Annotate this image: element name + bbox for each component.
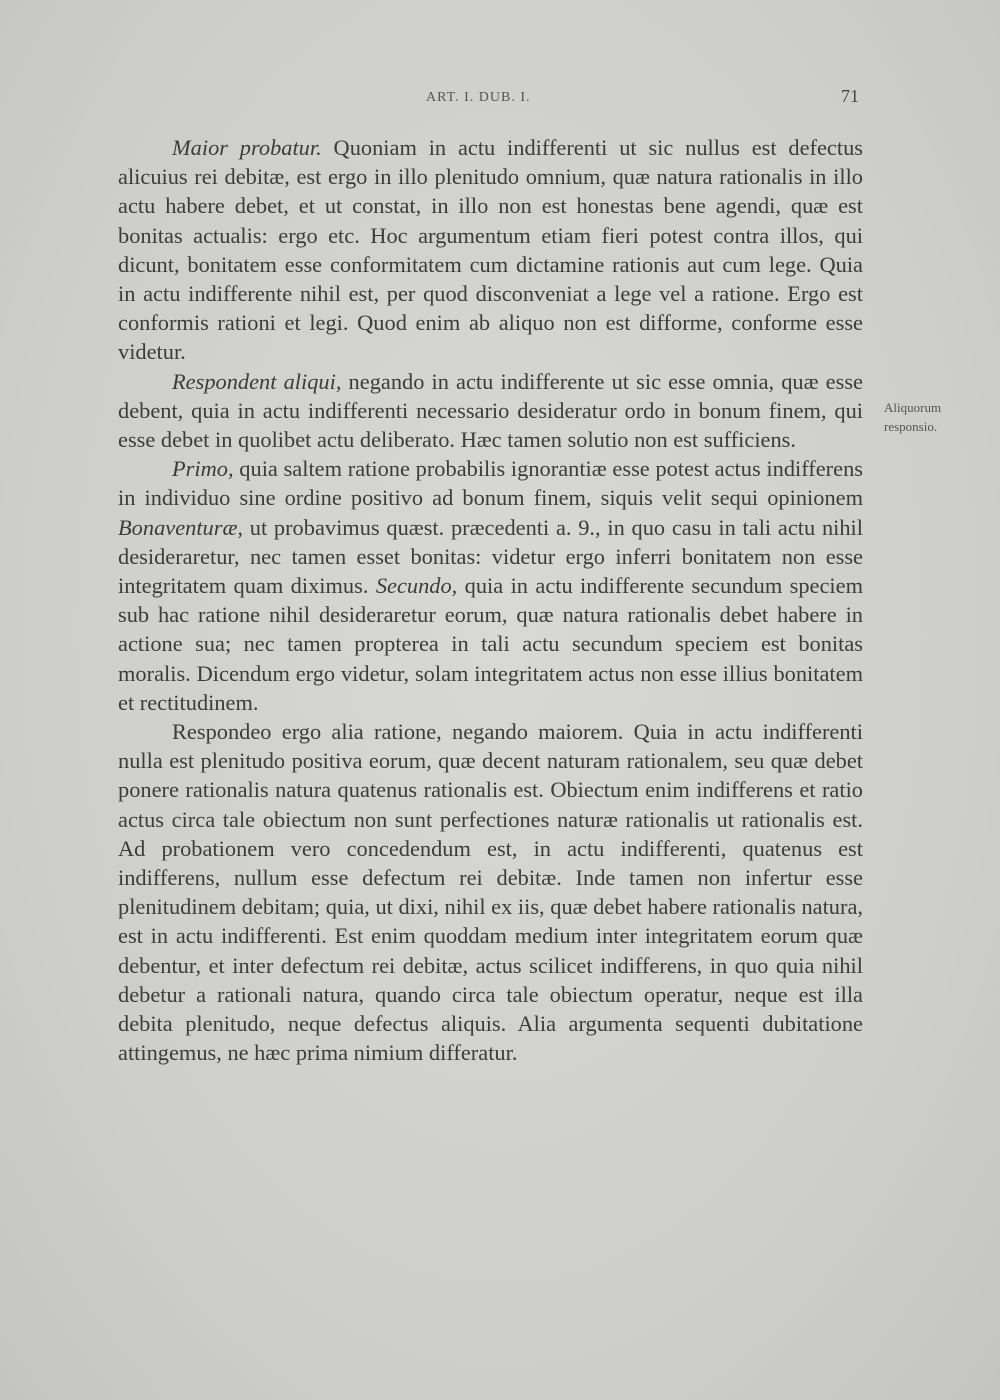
author-name: Bonaventuræ,	[118, 514, 243, 540]
paragraph-respondent-aliqui	[118, 367, 863, 455]
paragraph-lead: Maior probatur.	[172, 135, 322, 160]
paragraph-text: negando in actu indifferente ut sic esse omnia, quæ esse debent, quia in actu indifferenti necessario desideratur ordo in bonum finem, qui esse debet in quolibet actu deliberato. Hæc tamen solutio non est sufficiens.	[118, 368, 863, 453]
page-number: 71	[841, 86, 859, 106]
marginal-note-line: Aliquorum	[884, 400, 942, 415]
paragraph-text: ut probavimus quæst. præcedenti a. 9., in quo casu in tali actu nihil desideraretur, nec tamen esset bonitas: videtur ergo inferri bonitatem non esse integritatem quam diximus.	[118, 514, 863, 599]
paragraph-maior-probatur	[118, 133, 863, 367]
paragraph-lead: Respondent aliqui,	[172, 368, 342, 394]
paragraph-text: Quoniam in actu indifferenti ut sic nullus est defectus alicuius rei debitæ, est ergo in illo plenitudo omnium, quæ natura rationalis in illo actu habere debet, et ut constat, in illo non est honestas bene agendi, quæ est bonitas actualis: ergo etc. Hoc argumentum etiam fieri potest contra illos, qui dicunt, bonitatem esse conformitatem cum dictamine rationis aut cum lege. Quia in actu indifferente nihil est, per quod disconveniat a lege vel a ratione. Ergo est conformis rationi et legi. Quod enim ab aliquo non est difforme, conforme esse videtur.	[118, 135, 863, 365]
paragraph-text: Respondeo ergo alia ratione, negando maiorem. Quia in actu indifferenti nulla est plenitudo positiva eorum, quæ decent naturam rationalem, seu quæ debet ponere rationalis natura quatenus rationalis est. Obiectum enim indifferens et ratio actus circa tale obiectum non sunt perfectiones naturæ rationalis ut rationalis est. Ad probationem vero concedendum est, in actu indifferenti, quatenus est indifferens, nullum esse defectum rei debitæ. Inde tamen non infertur esse plenitudinem debitam; quia, ut dixi, nihil ex iis, quæ debet habere rationalis natura, est in actu indifferenti. Est enim quoddam medium inter integritatem eorum quæ debentur, et inter defectum rei debitæ, actus scilicet indifferens, in quo quia nihil debetur a rationali natura, quando circa tale obiectum operatur, neque est illa debita plenitudo, neque defectus aliquis. Alia argumenta sequenti dubitatione attingemus, ne hæc prima nimium differatur.	[118, 719, 863, 1066]
marginal-note	[884, 398, 974, 436]
secundo-lead: Secundo,	[375, 573, 458, 599]
paragraph-lead: Primo,	[172, 456, 234, 482]
paragraph-text: quia saltem ratione probabilis ignorantiæ esse potest actus indifferens in individuo sine ordine positivo ad bonum finem, siquis velit sequi opinionem	[118, 456, 863, 511]
marginal-note-line: responsio.	[884, 419, 938, 434]
body-text	[118, 133, 863, 1068]
paragraph-primo	[118, 454, 863, 717]
running-head: ART. I. DUB. I.	[426, 90, 531, 105]
paragraph-respondeo	[118, 717, 863, 1067]
paragraph-text: quia in actu indifferente secundum speciem sub hac ratione nihil desideraretur eorum, quæ natura rationalis debet habere in actione sua; nec tamen propterea in tali actu secundum speciem est bonitas moralis. Dicendum ergo videtur, solam integritatem actus non esse illius bonitatem et rectitudinem.	[118, 573, 863, 715]
page-header	[118, 86, 863, 110]
